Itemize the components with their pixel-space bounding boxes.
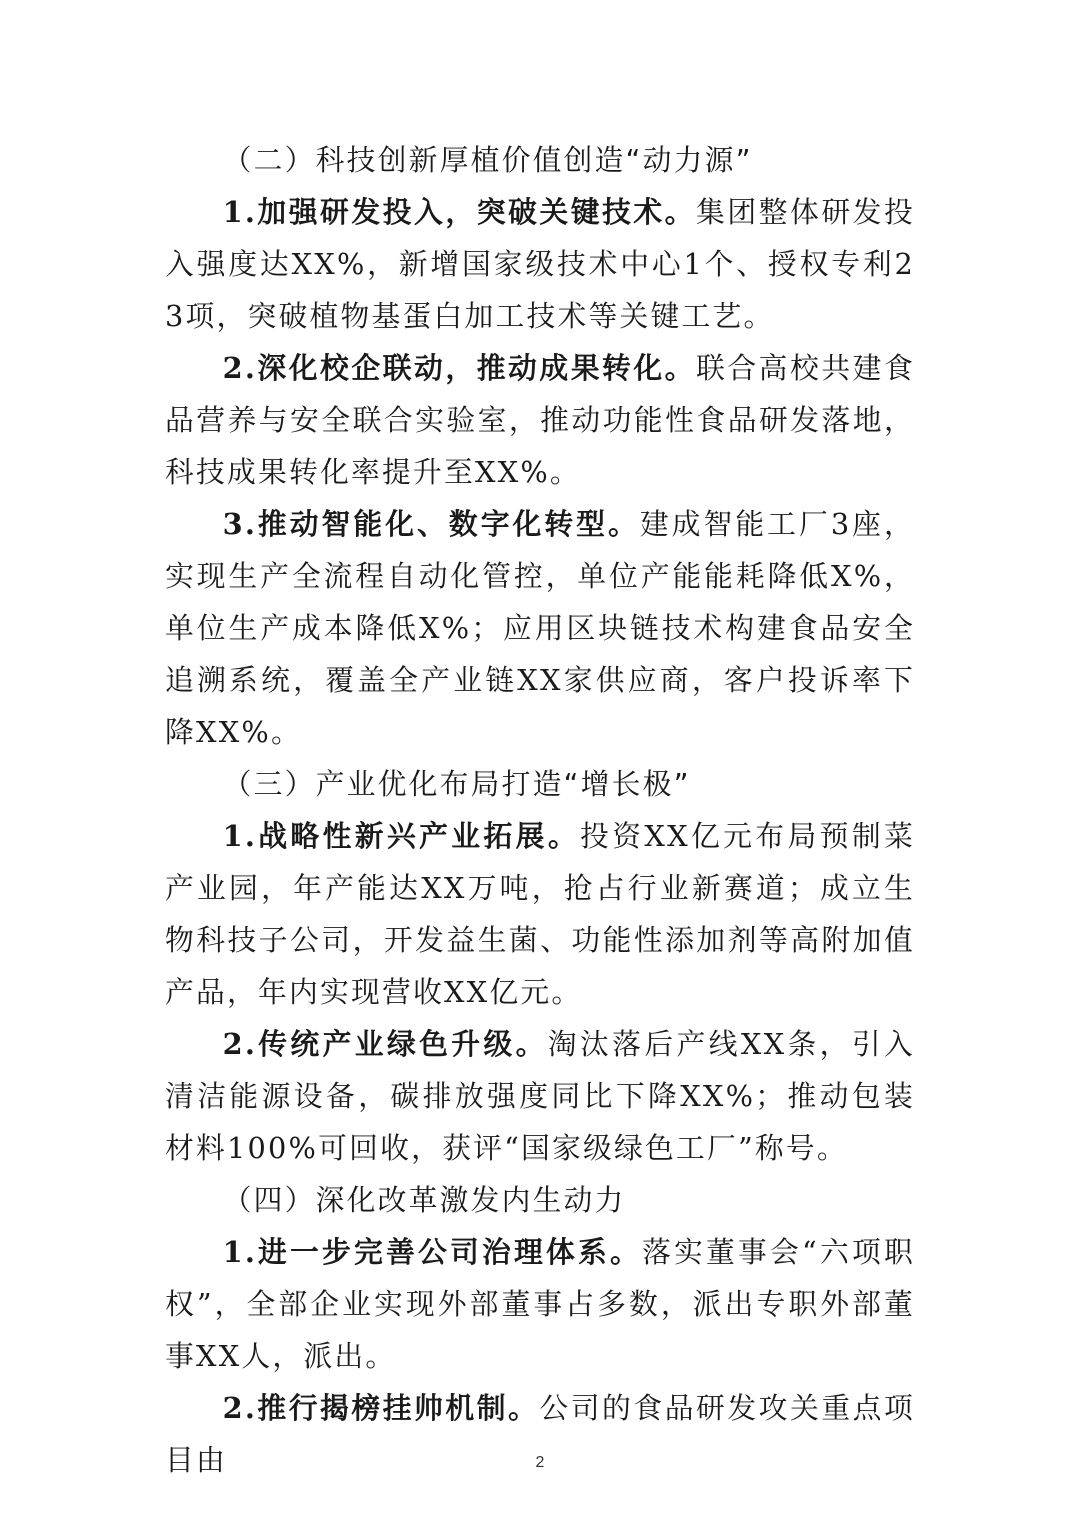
section-heading-reform: （四）深化改革激发内生动力 [222, 1183, 626, 1217]
paragraph-body: 建成智能工厂3座，实现生产全流程自动化管控，单位产能能耗降低X%，单位生产成本降低X%；应用区块链技术构建食品安全追溯系统，覆盖全产业链XX家供应商，客户投诉率下降XX%。 [165, 507, 915, 749]
paragraph-lead: 1.加强研发投入，突破关键技术。 [222, 195, 697, 229]
paragraph-lead: 2.推行揭榜挂帅机制。 [222, 1391, 540, 1425]
section-heading-industry-layout: （三）产业优化布局打造“增长极” [222, 767, 691, 801]
paragraph-body: 投资XX亿元布局预制菜产业园，年产能达XX万吨，抢占行业新赛道；成立生物科技子公司，开发益生菌、功能性添加剂等高附加值产品，年内实现营收XX亿元。 [165, 819, 916, 1009]
paragraph-lead: 2.深化校企联动，推动成果转化。 [222, 351, 697, 385]
paragraph-lead: 3.推动智能化、数字化转型。 [222, 507, 640, 541]
paragraph-body: 淘汰落后产线XX条，引入清洁能源设备，碳排放强度同比下降XX%；推动包装材料100%可回收，获评“国家级绿色工厂”称号。 [165, 1027, 915, 1165]
paragraph-body: 联合高校共建食品营养与安全联合实验室，推动功能性食品研发落地，科技成果转化率提升至XX%。 [165, 351, 915, 489]
paragraph-lead: 1.进一步完善公司治理体系。 [222, 1235, 643, 1269]
paragraph-body: 落实董事会“六项职权”，全部企业实现外部董事占多数，派出专职外部董事XX人，派出。 [165, 1235, 915, 1373]
paragraph-emerging-industry [165, 810, 915, 1018]
paragraph-body: 集团整体研发投入强度达XX%，新增国家级技术中心1个、授权专利23项，突破植物基蛋白加工技术等关键工艺。 [165, 195, 915, 333]
page-number: 2 [535, 1454, 545, 1471]
paragraph-lead: 1.战略性新兴产业拓展。 [222, 819, 581, 853]
paragraph-lead: 2.传统产业绿色升级。 [222, 1027, 548, 1061]
section-heading-tech-innovation: （二）科技创新厚植价值创造“动力源” [222, 143, 753, 177]
paragraph-rd-investment [165, 186, 915, 342]
paragraph-corporate-governance [165, 1226, 915, 1382]
paragraph-body: 公司的食品研发攻关重点项目由 [165, 1391, 916, 1477]
paragraph-green-upgrade [165, 1018, 915, 1174]
document-body [165, 134, 915, 1486]
paragraph-school-enterprise [165, 342, 915, 498]
paragraph-digital-transformation [165, 498, 915, 758]
